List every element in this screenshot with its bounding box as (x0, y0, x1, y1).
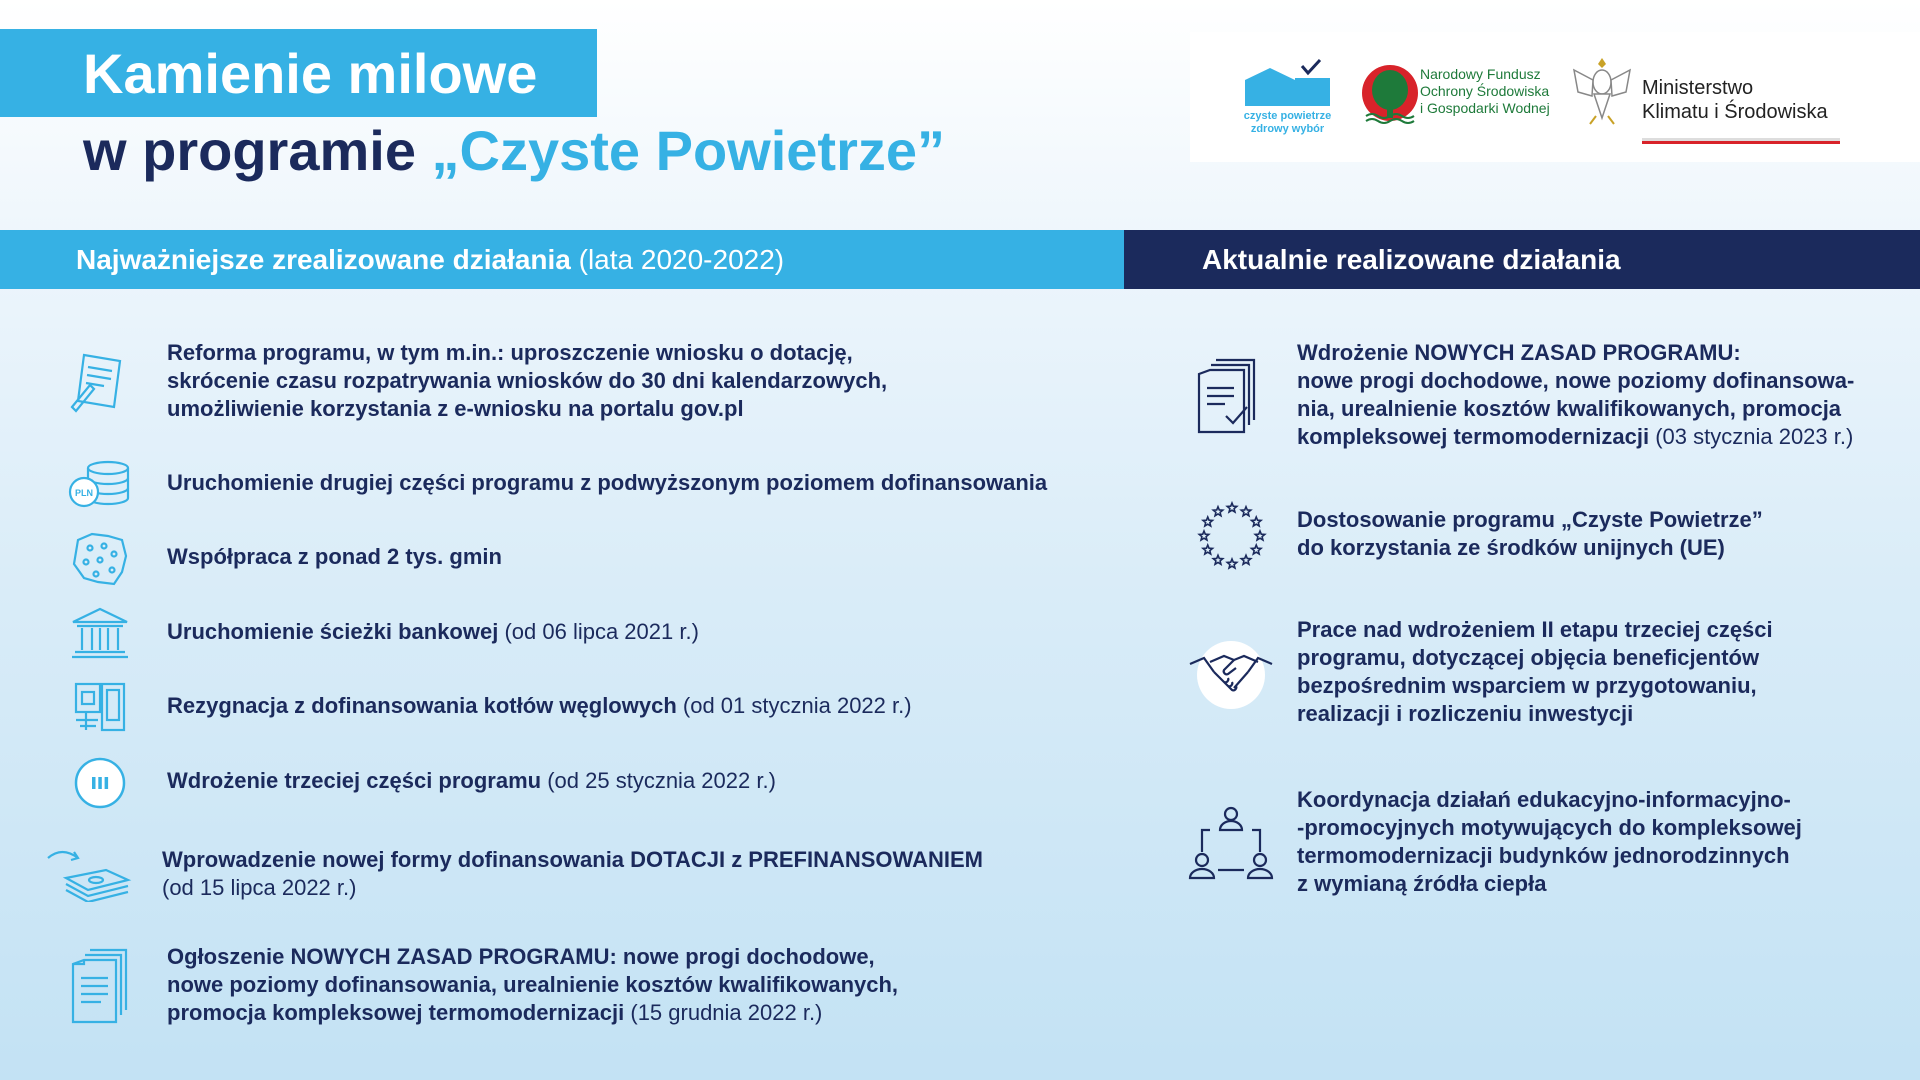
completed-header-years: (lata 2020-2022) (570, 244, 785, 275)
eagle-emblem-icon (1570, 52, 1634, 128)
left-item-6-text: Wdrożenie trzeciej części programu (167, 768, 542, 793)
eu-star (1203, 545, 1213, 554)
eu-star (1241, 507, 1251, 516)
nfosigw-logo (1360, 58, 1560, 128)
right-item-3-line-1: Prace nad wdrożeniem II etapu trzeciej części (1297, 617, 1773, 642)
left-item-8-date: (15 grudnia 2022 r.) (624, 1000, 823, 1025)
nf-logo-line3: i Gospodarki Wodnej (1420, 100, 1550, 116)
right-item-4 (1297, 786, 1802, 898)
completed-actions-header (0, 230, 1124, 289)
left-item-1-line-1: Reforma programu, w tym m.in.: uproszczenie wniosku o dotację, (167, 340, 853, 365)
current-actions-header: Aktualnie realizowane działania (1124, 230, 1920, 289)
subtitle-program-name: „Czyste Powietrze” (431, 119, 946, 182)
poland-map-icon (70, 530, 130, 588)
money-stack-icon (44, 848, 132, 902)
eu-star (1241, 555, 1251, 564)
eu-star (1203, 517, 1213, 526)
eu-star (1199, 531, 1209, 540)
left-item-4-date: (od 06 lipca 2021 r.) (504, 619, 699, 644)
cp-logo-line1: czyste powietrze (1243, 110, 1332, 122)
right-item-4-line-3: termomodernizacji budynków jednorodzinnych (1297, 843, 1790, 868)
left-item-3-text: Współpraca z ponad 2 tys. gmin (167, 544, 502, 569)
right-item-1 (1297, 339, 1854, 451)
svg-text:PLN: PLN (75, 488, 93, 498)
nfosigw-logo-text (1420, 66, 1550, 117)
left-item-1-line-3: umożliwienie korzystania z e-wniosku na portalu gov.pl (167, 396, 744, 421)
eu-stars-icon (1196, 500, 1268, 572)
left-item-2-text: Uruchomienie drugiej części programu z podwyższonym poziomem dofinansowania (167, 470, 1048, 495)
left-item-8-line-2: nowe poziomy dofinansowania, urealnienie kosztów kwalifikowanych, (167, 972, 899, 997)
right-item-1-line-2: nowe progi dochodowe, nowe poziomy dofinansowa- (1297, 368, 1855, 393)
documents-icon (70, 948, 132, 1024)
left-item-8 (167, 943, 898, 1027)
right-item-3-line-4: realizacji i rozliczeniu inwestycji (1297, 701, 1634, 726)
czyste-powietrze-logo (1240, 58, 1335, 135)
completed-header-bold: Najważniejsze zrealizowane działania (76, 244, 571, 275)
czyste-powietrze-logo-text (1240, 110, 1335, 136)
document-pen-icon (66, 349, 132, 415)
right-item-3-line-3: bezpośrednim wsparciem w przygotowaniu, (1297, 673, 1757, 698)
coins-pln-icon (68, 460, 132, 510)
page-title: Kamienie milowe (83, 42, 538, 105)
people-network-icon (1188, 806, 1274, 882)
min-logo-line2: Klimatu i Środowiska (1642, 101, 1828, 123)
right-item-3 (1297, 616, 1773, 728)
nf-logo-line1: Narodowy Fundusz (1420, 66, 1541, 82)
left-item-8-line-3: promocja kompleksowej termomodernizacji (167, 1000, 625, 1025)
ministerstwo-logo (1570, 52, 1880, 142)
left-item-4 (167, 618, 699, 646)
right-item-4-line-4: z wymianą źródła ciepła (1297, 871, 1547, 896)
right-item-1-line-1: Wdrożenie NOWYCH ZASAD PROGRAMU: (1297, 340, 1741, 365)
left-item-4-text: Uruchomienie ścieżki bankowej (167, 619, 505, 644)
left-item-3 (167, 543, 502, 571)
boiler-icon (72, 680, 128, 734)
flag-red-stripe (1642, 141, 1840, 144)
house-check-logo-icon (1240, 58, 1335, 110)
nf-logo-line2: Ochrony Środowiska (1420, 83, 1550, 99)
left-item-6-date: (od 25 stycznia 2022 r.) (541, 768, 776, 793)
left-item-8-line-1: Ogłoszenie NOWYCH ZASAD PROGRAMU: nowe progi dochodowe, (167, 944, 875, 969)
subtitle-prefix: w programie (83, 119, 432, 182)
handshake-icon (1188, 638, 1274, 712)
logos-panel (1190, 32, 1920, 162)
right-item-4-line-1: Koordynacja działań edukacyjno-informacyjno- (1297, 787, 1791, 812)
left-item-5-date: (od 01 stycznia 2022 r.) (676, 693, 912, 718)
eu-star (1227, 503, 1237, 512)
eu-star (1255, 531, 1265, 540)
ministerstwo-logo-text (1642, 76, 1828, 124)
eu-star (1251, 545, 1261, 554)
eu-star (1227, 559, 1237, 568)
right-item-1-date: (03 stycznia 2023 r.) (1649, 424, 1854, 449)
bank-icon (69, 606, 131, 660)
right-item-3-line-2: programu, dotyczącej objęcia beneficjentów (1297, 645, 1760, 670)
left-item-7-text: Wprowadzenie nowej formy dofinansowania DOTACJI z PREFINANSOWANIEM (162, 847, 983, 872)
min-logo-line1: Ministerstwo (1642, 77, 1754, 99)
left-item-1 (167, 339, 887, 423)
right-item-2-line-2: do korzystania ze środków unijnych (UE) (1297, 535, 1725, 560)
eu-star (1213, 555, 1223, 564)
documents-check-icon (1196, 358, 1262, 436)
right-item-1-line-3: nia, urealnienie kosztów kwalifikowanych, promocja (1297, 396, 1842, 421)
right-item-1-line-4: kompleksowej termomodernizacji (1297, 424, 1650, 449)
eu-star (1251, 517, 1261, 526)
right-item-4-line-2: -promocyjnych motywujących do kompleksowej (1297, 815, 1802, 840)
left-item-6 (167, 767, 776, 795)
right-item-2 (1297, 506, 1763, 562)
left-item-5 (167, 692, 912, 720)
right-item-2-line-1: Dostosowanie programu „Czyste Powietrze” (1297, 507, 1763, 532)
left-item-2 (167, 469, 1047, 497)
left-item-5-text: Rezygnacja z dofinansowania kotłów węglowych (167, 693, 677, 718)
cp-logo-line2: zdrowy wybór (1250, 123, 1325, 135)
eu-star (1213, 507, 1223, 516)
left-item-7 (162, 846, 983, 902)
left-item-7-date: (od 15 lipca 2022 r.) (162, 875, 357, 900)
roman-three-icon (73, 756, 127, 810)
tree-circle-logo-icon (1360, 58, 1420, 128)
left-item-1-line-2: skrócenie czasu rozpatrywania wniosków do 30 dni kalendarzowych, (167, 368, 888, 393)
page-subtitle (83, 118, 945, 183)
